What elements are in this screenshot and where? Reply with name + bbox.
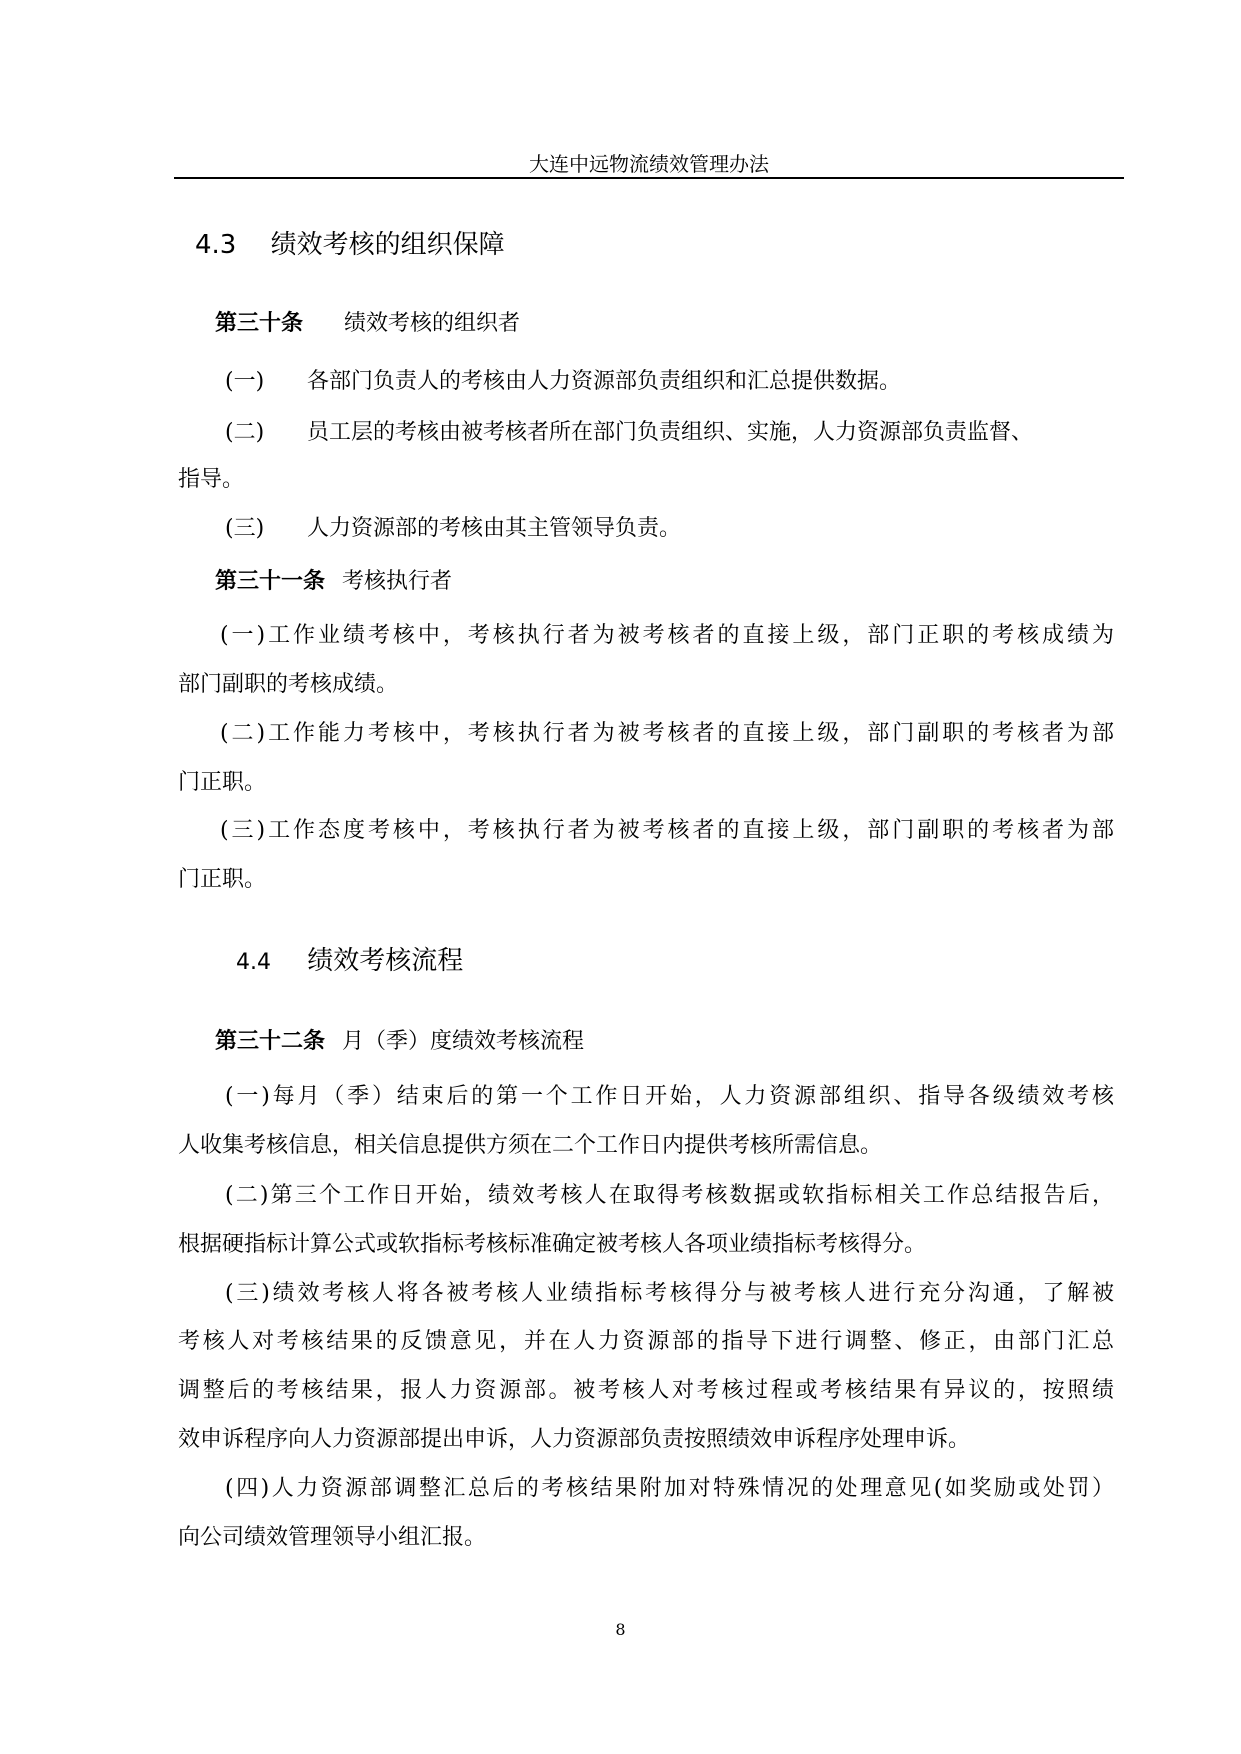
article-32-p1-line2: 人收集考核信息，相关信息提供方须在二个工作日内提供考核所需信息。 (178, 1133, 883, 1158)
article-30-heading (215, 306, 520, 337)
item-text: 人力资源部的考核由其主管领导负责。 (307, 516, 682, 541)
article-label: 第三十二条 (215, 1029, 326, 1054)
article-31-item-1-line1: (一)工作业绩考核中，考核执行者为被考核者的直接上级，部门正职的考核成绩为 (220, 623, 1114, 648)
header-rule (174, 177, 1124, 179)
article-31-item-3-line1: (三)工作态度考核中，考核执行者为被考核者的直接上级，部门副职的考核者为部 (220, 818, 1114, 843)
section-4-3-heading (195, 224, 505, 261)
article-32-p1-line1: (一)每月（季）结束后的第一个工作日开始，人力资源部组织、指导各级绩效考核 (225, 1084, 1114, 1109)
article-32-p2-line1: (二)第三个工作日开始，绩效考核人在取得考核数据或软指标相关工作总结报告后， (225, 1183, 1114, 1208)
article-32-heading (215, 1024, 584, 1055)
article-31-item-3-line2: 门正职。 (178, 867, 267, 892)
section-number: 4.4 (236, 950, 271, 975)
section-4-4-heading (236, 940, 463, 977)
article-30-item-2 (225, 415, 1034, 446)
page-header-title: 大连中远物流绩效管理办法 (529, 152, 769, 176)
article-label: 第三十条 (215, 311, 304, 336)
article-title: 月（季）度绩效考核流程 (342, 1029, 585, 1054)
article-31-item-2-line1: (二)工作能力考核中，考核执行者为被考核者的直接上级，部门副职的考核者为部 (220, 721, 1114, 746)
article-32-p4-line2: 向公司绩效管理领导小组汇报。 (178, 1525, 487, 1550)
article-title: 绩效考核的组织者 (344, 311, 521, 336)
article-31-heading (215, 564, 452, 595)
article-30-item-1 (225, 364, 902, 395)
article-32-p4-line1: (四)人力资源部调整汇总后的考核结果附加对特殊情况的处理意见(如奖励或处罚） (225, 1476, 1114, 1501)
page-number: 8 (615, 1620, 626, 1639)
article-title: 考核执行者 (342, 569, 453, 594)
article-30-item-3 (225, 511, 682, 542)
item-text: 员工层的考核由被考核者所在部门负责组织、实施，人力资源部负责监督、 (307, 420, 1034, 445)
article-31-item-2-line2: 门正职。 (178, 770, 267, 795)
article-31-item-1-line2: 部门副职的考核成绩。 (178, 672, 399, 697)
article-32-p2-line2: 根据硬指标计算公式或软指标考核标准确定被考核人各项业绩指标考核得分。 (178, 1232, 927, 1257)
article-32-p3-line3: 调整后的考核结果，报人力资源部。被考核人对考核过程或考核结果有异议的，按照绩 (178, 1378, 1114, 1403)
section-number: 4.3 (195, 230, 237, 260)
article-32-p3-line4: 效申诉程序向人力资源部提出申诉，人力资源部负责按照绩效申诉程序处理申诉。 (178, 1427, 971, 1452)
article-label: 第三十一条 (215, 569, 326, 594)
article-32-p3-line1: (三)绩效考核人将各被考核人业绩指标考核得分与被考核人进行充分沟通，了解被 (225, 1281, 1114, 1306)
item-marker: (一) (225, 369, 265, 394)
item-marker: (三) (225, 516, 265, 541)
item-text: 各部门负责人的考核由人力资源部负责组织和汇总提供数据。 (307, 369, 902, 394)
section-title: 绩效考核流程 (307, 946, 464, 976)
item-marker: (二) (225, 420, 265, 445)
article-32-p3-line2: 考核人对考核结果的反馈意见，并在人力资源部的指导下进行调整、修正，由部门汇总 (178, 1329, 1114, 1354)
article-30-item-2-cont: 指导。 (178, 467, 245, 492)
section-title: 绩效考核的组织保障 (270, 230, 505, 260)
